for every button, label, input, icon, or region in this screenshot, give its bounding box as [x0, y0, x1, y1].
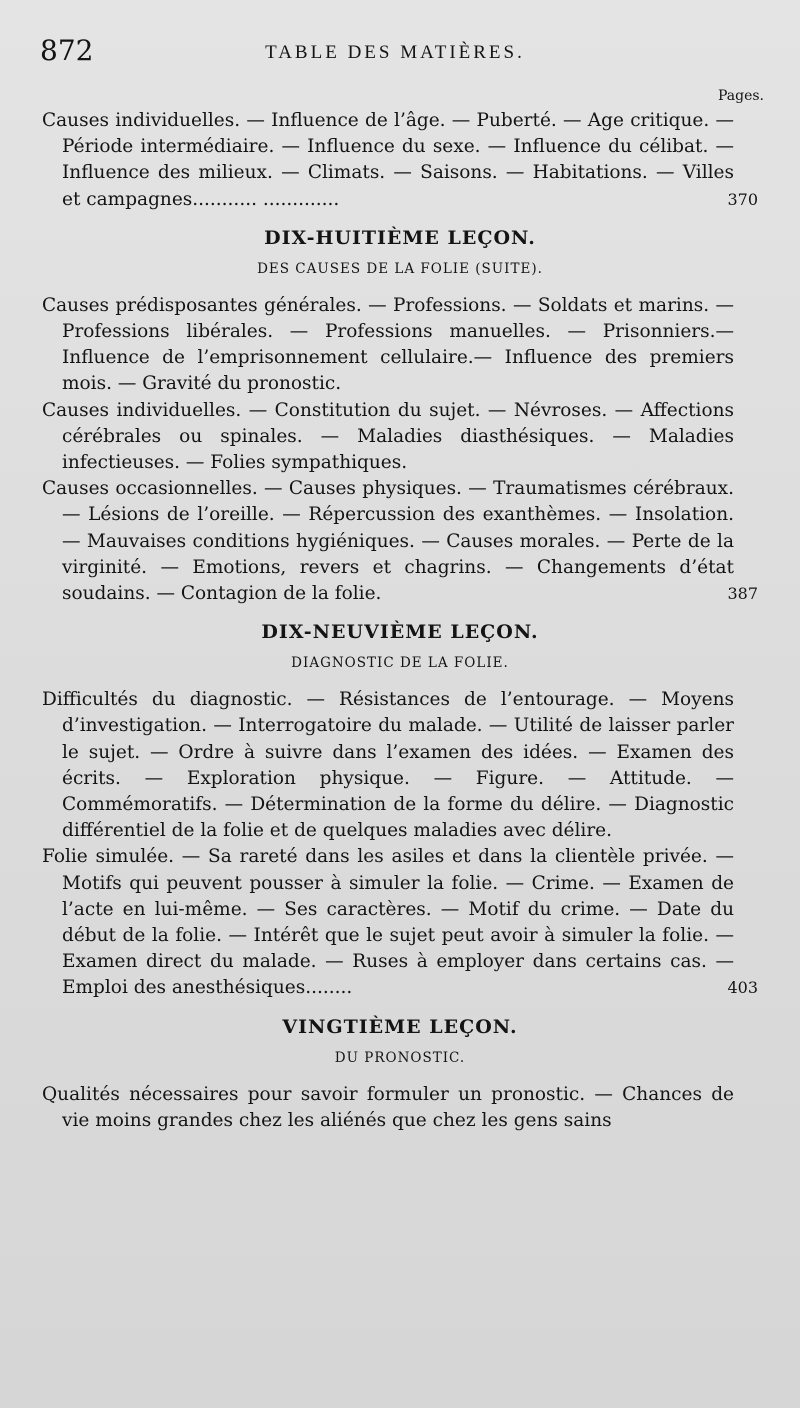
- lecon-title: DIX-HUITIÈME LEÇON.: [264, 226, 536, 249]
- toc-entry: [42, 398, 758, 477]
- toc-entry-text: Causes occasionnelles. — Causes physiques. — Traumatismes cérébraux. — Lésions de l’oreille. — Répercussion des exanthèmes. — Insolation. — Mauvaises conditions hygiéniques. — Causes morales. — Perte de la virginité. — Emotions, revers et chagrins. — Changements d’état soudains. — Contagion de la folie.: [42, 478, 734, 605]
- lecon-subtitle: DU PRONOSTIC.: [334, 1049, 466, 1066]
- page-number: 872: [40, 34, 94, 67]
- toc-entry: [42, 687, 758, 844]
- lecon-subtitle: DIAGNOSTIC DE LA FOLIE.: [291, 655, 509, 672]
- toc-entry-page: 387: [727, 584, 758, 604]
- toc-entry-text: Causes individuelles. — Constitution du sujet. — Névroses. — Affections cérébrales ou spinales. — Maladies diasthésiques. — Maladies infectieuses. — Folies sympathiques.: [42, 399, 734, 474]
- toc-entry-text: Causes individuelles. — Influence de l’âge. — Puberté. — Age critique. — Période intermédiaire. — Influence du sexe. — Influence du célibat. — Influence des milieux. — Climats. — Saisons. — Habitations. — Villes et campagnes........... .............: [42, 110, 734, 210]
- page-header: [40, 34, 750, 74]
- toc-entry: [42, 1082, 758, 1134]
- running-title: TABLE DES MATIÈRES.: [265, 42, 525, 63]
- toc-entry-page: 370: [727, 189, 758, 209]
- lecon-title: VINGTIÈME LEÇON.: [282, 1015, 518, 1038]
- lecon-subtitle: DES CAUSES DE LA FOLIE (SUITE).: [257, 260, 543, 277]
- toc-entry: [42, 108, 758, 213]
- toc-entry-text: Causes prédisposantes générales. — Professions. — Soldats et marins. — Professions libérales. — Professions manuelles. — Prisonniers.—Influence de l’emprisonnement cellulaire.— Influence des premiers mois. — Gravité du pronostic.: [42, 294, 734, 395]
- table-of-contents: [42, 108, 758, 1134]
- toc-entry: [42, 844, 758, 1001]
- toc-entry-text: Folie simulée. — Sa rareté dans les asiles et dans la clientèle privée. — Motifs qui peuvent pousser à simuler la folie. — Crime. — Examen de l’acte en lui-même. — Ses caractères. — Motif du crime. — Date du début de la folie. — Intérêt que le sujet peut avoir à simuler la folie. — Examen direct du malade. — Ruses à employer dans certains cas. — Emploi des anesthésiques........: [42, 846, 734, 999]
- toc-entry-page: 403: [727, 978, 758, 998]
- pages-column-label: Pages.: [717, 88, 764, 104]
- toc-entry: [42, 293, 758, 398]
- lecon-title: DIX-NEUVIÈME LEÇON.: [261, 621, 539, 644]
- toc-entry: [42, 476, 758, 607]
- toc-entry-text: Difficultés du diagnostic. — Résistances de l’entourage. — Moyens d’investigation. — Interrogatoire du malade. — Utilité de laisser parler le sujet. — Ordre à suivre dans l’examen des idées. — Examen des écrits. — Exploration physique. — Figure. — Attitude. — Commémoratifs. — Détermination de la forme du délire. — Diagnostic différentiel de la folie et de quelques maladies avec délire.: [42, 689, 734, 842]
- toc-entry-text: Qualités nécessaires pour savoir formuler un pronostic. — Chances de vie moins grandes chez les aliénés que chez les gens sains: [42, 1083, 734, 1131]
